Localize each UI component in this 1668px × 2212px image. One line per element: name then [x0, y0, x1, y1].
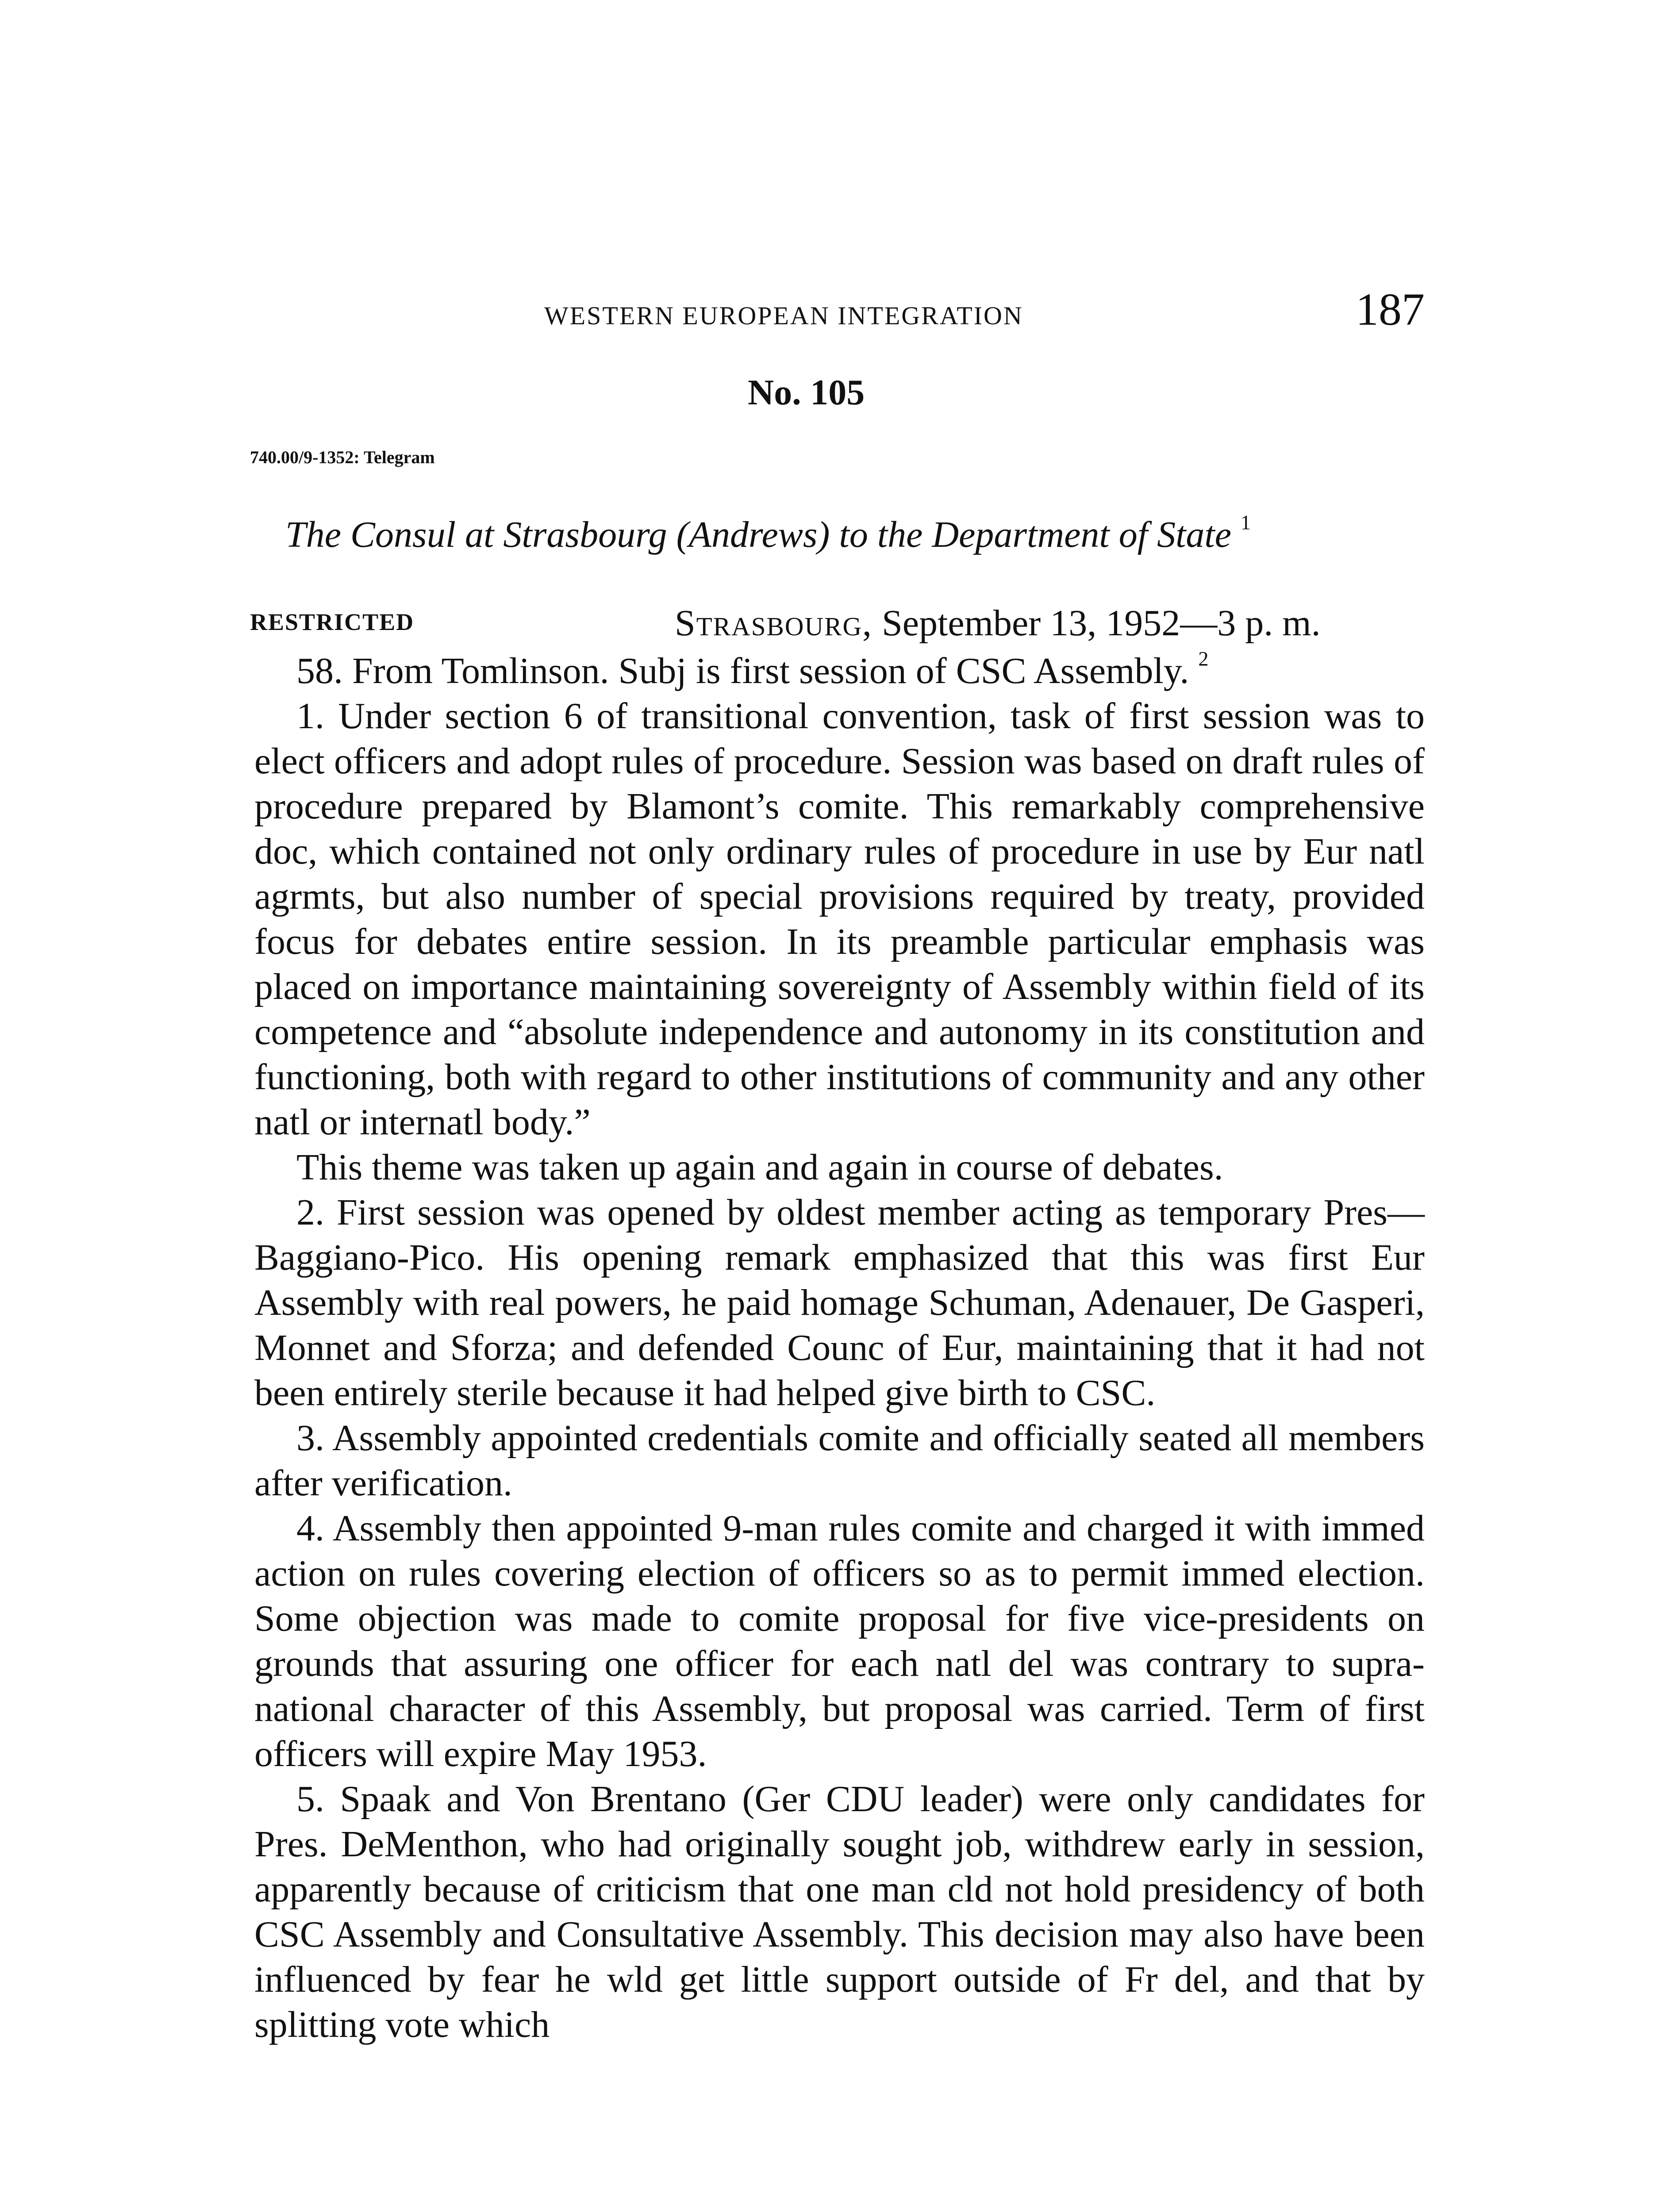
paragraph-2: 2. First session was opened by oldest member acting as temporary Pres—Baggiano-Pico. His opening remark emphasized that this was first Eur Assembly with real powers, he paid homage Schuman, Adenauer, De Gasperi, Monnet and Sforza; and defended Counc of Eur, maintaining that it had not been entirely sterile because it had helped give birth to CSC. [254, 1192, 1425, 1413]
telegram-body [254, 649, 1425, 2047]
opening-paragraph [254, 649, 1425, 694]
paragraph-1: 1. Under section 6 of transitional convention, task of first session was to elect officers and adopt rules of procedure. Session was based on draft rules of procedure prepared by Blamont’s comite. This remarkably comprehensive doc, which contained not only ordinary rules of procedure in use by Eur natl agrmts, but also number of special provisions required by treaty, provided focus for debates entire session. In its preamble particular emphasis was placed on importance maintaining sovereignty of Assembly within field of its competence and “absolute independence and autonomy in its constitution and functioning, both with regard to other institutions of community and any other natl or internatl body.” [254, 695, 1425, 1143]
dateline-date: September 13, 1952—3 p. m. [882, 603, 1321, 644]
opening-text: 58. From Tomlinson. Subj is first session of CSC Assembly. [296, 650, 1189, 691]
footnote-mark-1: 1 [1241, 511, 1251, 534]
page-number: 187 [1356, 284, 1425, 335]
running-head: WESTERN EUROPEAN INTEGRATION [544, 301, 1023, 330]
document-number: No. 105 [748, 372, 865, 412]
paragraph-theme: This theme was taken up again and again in course of debates. [296, 1147, 1223, 1188]
dateline-place: Strasbourg, [675, 603, 873, 644]
paragraph-3: 3. Assembly appointed credentials comite and officially seated all members after verification. [254, 1417, 1425, 1504]
classification-label: RESTRICTED [250, 609, 415, 635]
dateline [675, 602, 1321, 645]
document-title-text: The Consul at Strasbourg (Andrews) to the Department of State [285, 514, 1232, 555]
file-reference: 740.00/9-1352: Telegram [250, 447, 435, 467]
paragraph-5: 5. Spaak and Von Brentano (Ger CDU leader) were only candidates for Pres. DeMenthon, who had originally sought job, withdrew early in session, apparently because of criticism that one man cld not hold presidency of both CSC Assembly and Consultative Assembly. This decision may also have been influenced by fear he wld get little support outside of Fr del, and that by splitting vote which [254, 1778, 1425, 2045]
paragraph-4: 4. Assembly then appointed 9-man rules comite and charged it with immed action on rules covering election of officers so as to permit immed election. Some objection was made to comite proposal for five vice-presidents on grounds that assuring one officer for each natl del was contrary to supra-national character of this Assembly, but proposal was carried. Term of first officers will expire May 1953. [254, 1508, 1425, 1774]
footnote-mark-2: 2 [1198, 647, 1209, 670]
document-title [285, 513, 1251, 556]
